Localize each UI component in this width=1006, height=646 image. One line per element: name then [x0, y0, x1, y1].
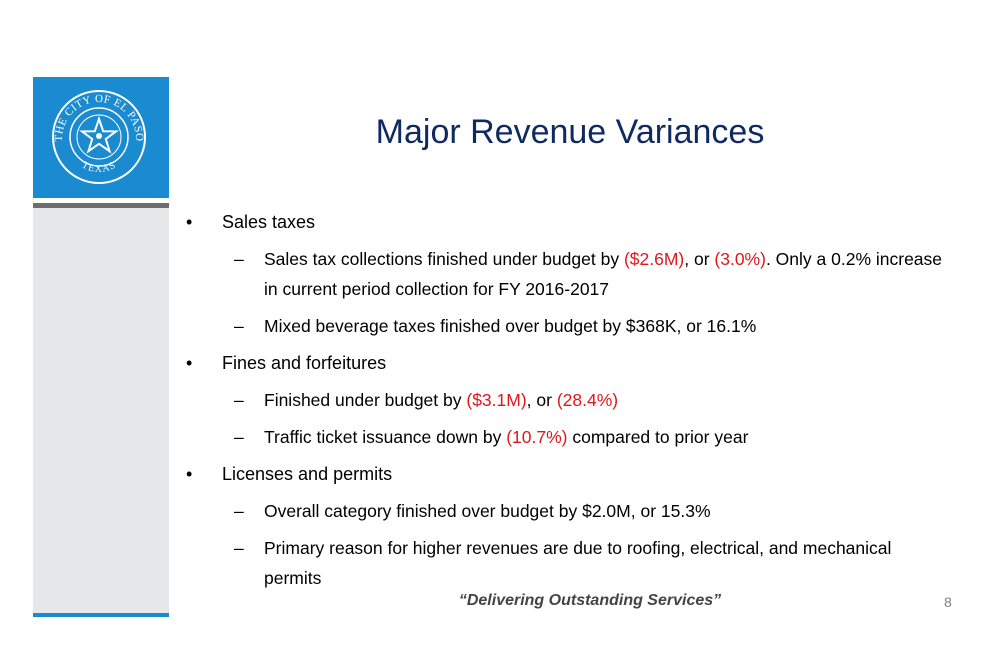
city-seal-panel: [33, 77, 169, 198]
bullet-item: [186, 459, 946, 489]
bullet-marker: •: [186, 353, 193, 373]
sub-bullet-item: [186, 533, 946, 593]
sub-bullet-item: [186, 311, 946, 341]
bullet-heading: Sales taxes: [222, 212, 316, 232]
sub-bullet-text: Finished under budget by: [264, 390, 467, 410]
slide-title: Major Revenue Variances: [375, 113, 765, 151]
negative-value: (28.4%): [556, 390, 619, 410]
dash-marker: –: [234, 316, 244, 336]
sub-bullet-item: [186, 385, 946, 415]
sub-bullet-text: compared to prior year: [567, 427, 749, 447]
negative-value: (3.0%): [714, 249, 766, 269]
bullet-list: [186, 207, 946, 600]
dash-marker: –: [234, 538, 244, 558]
bullet-marker: •: [186, 212, 193, 232]
sidebar-bottom-accent: [33, 613, 169, 617]
sub-bullet-item: [186, 422, 946, 452]
bullet-marker: •: [186, 464, 193, 484]
negative-value: (10.7%): [506, 427, 568, 447]
negative-value: ($2.6M): [623, 249, 685, 269]
sub-bullet-text: Primary reason for higher revenues are due to roofing, electrical, and mechanical permits: [264, 538, 892, 588]
sub-bullet-item: [186, 244, 946, 304]
sub-bullet-text: Sales tax collections finished under budget by: [264, 249, 624, 269]
sub-bullet-text: Overall category finished over budget by $2.0M, or 15.3%: [264, 501, 711, 521]
sub-bullet-text: Mixed beverage taxes finished over budget by $368K, or 16.1%: [264, 316, 757, 336]
svg-text:THE CITY OF EL PASO: THE CITY OF EL PASO: [52, 92, 146, 142]
bullet-heading: Fines and forfeitures: [222, 353, 387, 373]
sub-bullet-text: , or: [684, 249, 715, 269]
svg-text:TEXAS: TEXAS: [79, 159, 119, 175]
sub-bullet-item: [186, 496, 946, 526]
slide-footer-tagline: “Delivering Outstanding Services”: [458, 592, 722, 609]
dash-marker: –: [234, 390, 244, 410]
dash-marker: –: [234, 249, 244, 269]
bullet-heading: Licenses and permits: [222, 464, 393, 484]
sub-bullet-text: . Only a 0.2% increase in current period collection for FY 2016-2017: [264, 249, 943, 299]
dash-marker: –: [234, 501, 244, 521]
bullet-item: [186, 348, 946, 378]
sub-bullet-text: Traffic ticket issuance down by: [264, 427, 507, 447]
sidebar-panel: [33, 208, 169, 613]
bullet-item: [186, 207, 946, 237]
dash-marker: –: [234, 427, 244, 447]
page-number: 8: [944, 594, 952, 610]
negative-value: ($3.1M): [466, 390, 527, 410]
sub-bullet-text: , or: [526, 390, 557, 410]
city-seal-logo: [49, 87, 149, 187]
